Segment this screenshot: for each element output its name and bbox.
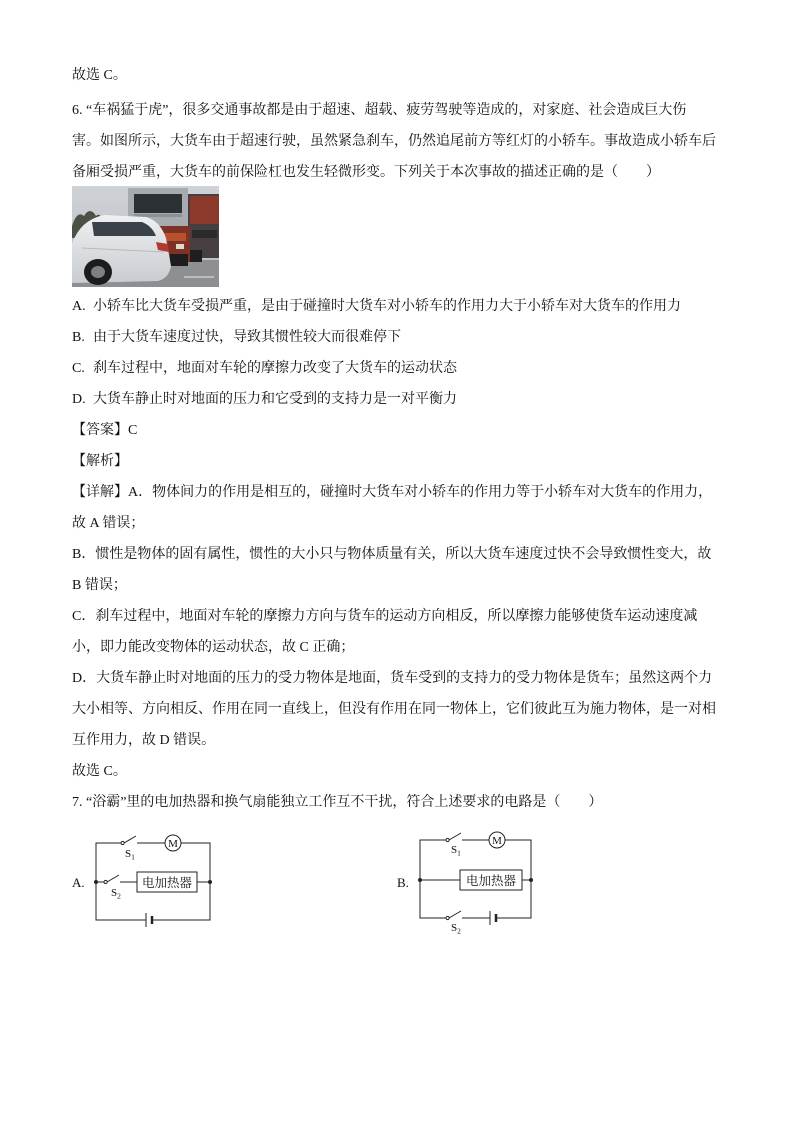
circuit-diagram-b: [385, 826, 545, 938]
explanation-line: 【详解】A．物体间力的作用是相互的，碰撞时大货车对小轿车的作用力等于小轿车对大货车的作用力，: [72, 485, 713, 500]
switch-s1: [121, 836, 136, 845]
switch-s1-label: $S_1$: [451, 844, 461, 858]
option-text: 由于大货车速度过快，导致其惯性较大而很难停下: [93, 330, 401, 345]
question-7-stem: 7. “浴霸”里的电加热器和换气扇能独立工作互不干扰，符合上述要求的电路是（ ）: [72, 795, 603, 810]
stem-line: 备厢受损严重，大货车的前保险杠也发生轻微形变。下列关于本次事故的描述正确的是（ ）: [72, 165, 660, 180]
explanation-line: B．惯性是物体的固有属性，惯性的大小只与物体质量有关，所以大货车速度过快不会导致惯性变大，故: [72, 547, 712, 562]
option-d: [72, 384, 732, 415]
option-text: 刹车过程中，地面对车轮的摩擦力改变了大货车的运动状态: [93, 361, 457, 376]
junction-dot: [208, 880, 212, 884]
explanation-line: 小，即力能改变物体的运动状态，故 C 正确；: [72, 640, 355, 655]
switch-s2: [446, 911, 461, 920]
stem-line: 6. “车祸猛于虎”，很多交通事故都是由于超速、超载、疲劳驾驶等造成的，对家庭、社会造成巨大伤: [72, 103, 687, 118]
battery-symbol: [490, 911, 496, 925]
answer-line: [72, 415, 732, 446]
answer-tag: 【答案】: [72, 423, 128, 438]
circuit-diagram-a: [60, 826, 225, 938]
motor-symbol: [489, 832, 505, 848]
motor-label: M: [492, 835, 502, 847]
wire: [420, 840, 446, 918]
heater-box: [137, 872, 197, 892]
junction-dot: [529, 878, 533, 882]
option-letter: D.: [72, 392, 86, 407]
option-b: [72, 322, 732, 353]
heater-label: 电加热器: [141, 876, 193, 890]
switch-s2: [104, 875, 119, 884]
photo-car: [72, 215, 171, 285]
junction-dot: [94, 880, 98, 884]
option-letter: A.: [72, 299, 86, 314]
option-text: 小轿车比大货车受损严重，是由于碰撞时大货车对小轿车的作用力大于小轿车对大货车的作用力: [93, 299, 681, 314]
option-letter: B.: [72, 330, 85, 345]
question-6-options: [72, 291, 732, 415]
switch-s2-label: $S_2$: [451, 922, 461, 936]
previous-conclusion: 故选 C。: [72, 68, 127, 83]
explanation-line: 互作用力，故 D 错误。: [72, 733, 216, 748]
heater-box: [460, 870, 522, 890]
motor-label: M: [168, 838, 178, 850]
option-c: [72, 353, 732, 384]
explanation-line: D．大货车静止时对地面的压力的受力物体是地面，货车受到的支持力的受力物体是货车；虽然这两个力: [72, 671, 713, 686]
question-6-conclusion: 故选 C。: [72, 764, 127, 779]
switch-s2-label: $S_2$: [111, 887, 121, 901]
option-a: [72, 291, 732, 322]
explanation-line: 大小相等、方向相反、作用在同一直线上，但没有作用在同一物体上，它们彼此互为施力物体，是一对相: [72, 702, 716, 717]
photo-lane-mark: [184, 276, 214, 278]
stem-line: 害。如图所示，大货车由于超速行驶，虽然紧急刹车，仍然追尾前方等红灯的小轿车。事故造成小轿车后: [72, 134, 716, 149]
circuit-option-label: A.: [72, 875, 85, 890]
switch-s1-label: $S_1$: [125, 848, 135, 862]
answer-value: C: [128, 423, 138, 438]
option-text: 大货车静止时对地面的压力和它受到的支持力是一对平衡力: [93, 392, 457, 407]
question-6: [72, 95, 732, 787]
option-letter: C.: [72, 361, 85, 376]
question-6-stem: [72, 95, 732, 188]
motor-symbol: [165, 835, 181, 851]
heater-label: 电加热器: [465, 874, 517, 888]
junction-dot: [418, 878, 422, 882]
explanation-line: 故 A 错误；: [72, 516, 145, 531]
battery-symbol: [146, 913, 152, 927]
explanation-line: C．刹车过程中，地面对车轮的摩擦力方向与货车的运动方向相反，所以摩擦力能够使货车运动速度减: [72, 609, 698, 624]
analysis-tag: 【解析】: [72, 454, 128, 469]
circuit-option-label: B.: [397, 875, 409, 890]
explanation-line: B 错误；: [72, 578, 127, 593]
switch-s1: [446, 833, 461, 842]
detailed-explanation: [72, 477, 732, 756]
accident-photo: [72, 186, 219, 287]
page-content: [72, 60, 732, 818]
